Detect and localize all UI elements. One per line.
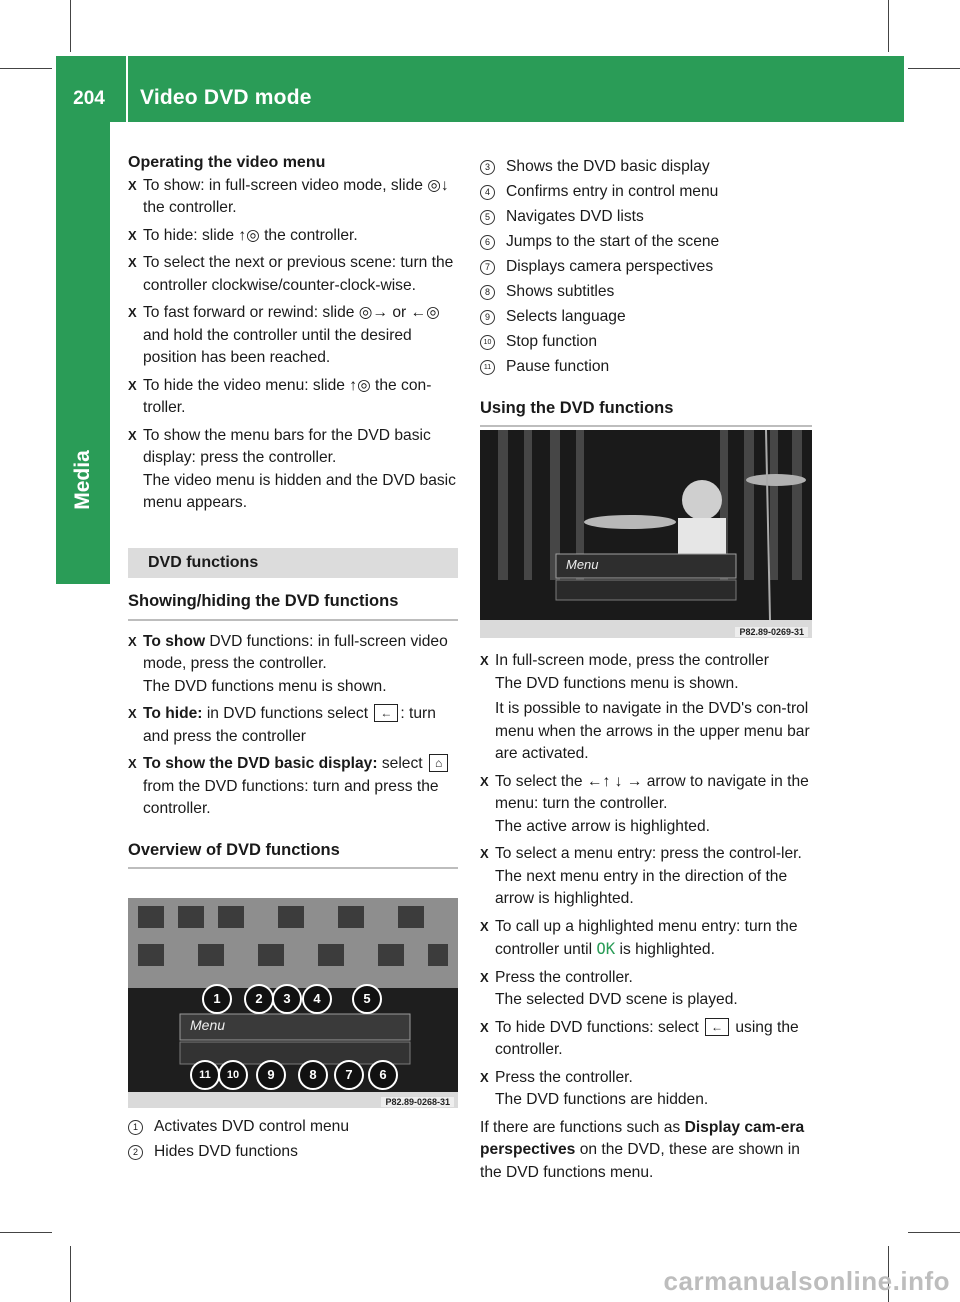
closing-paragraph: If there are functions such as Display cam-era perspectives on the DVD, these are shown in the DVD functions menu. [480, 1118, 805, 1181]
legend-number: 3 [480, 160, 495, 175]
section-heading: Showing/hiding the DVD functions [128, 590, 458, 621]
section-heading: Using the DVD functions [480, 397, 812, 428]
legend-item: 8 Shows subtitles [480, 281, 812, 304]
step-arrow-icon: X [128, 756, 137, 771]
step: X To hide: in DVD functions select ← : turn and press the controller [128, 705, 436, 745]
callout-5: 5 [352, 984, 382, 1014]
step: X To show DVD functions: in full-screen video mode, press the controller. The DVD functions menu is shown. [128, 632, 448, 695]
section-heading: Overview of DVD functions [128, 839, 458, 870]
operating-title: Operating the video menu [128, 154, 326, 171]
watermark: carmanualsonline.info [663, 1266, 950, 1296]
callout-3: 3 [272, 984, 302, 1014]
legend-item: 11 Pause function [480, 356, 812, 379]
step: X To show the menu bars for the DVD basic display: press the controller. The video menu is hidden and the DVD basic menu appears. [128, 425, 458, 515]
figure-illustration [480, 430, 812, 638]
callout-6: 6 [368, 1060, 398, 1090]
step-arrow-icon: X [480, 773, 489, 789]
right-column [480, 156, 812, 437]
header-separator [126, 56, 128, 122]
section-box: DVD functions [128, 548, 458, 579]
legend-item: 1 Activates DVD control menu [128, 1116, 458, 1139]
legend-number: 7 [480, 260, 495, 275]
step: X To show: in full-screen video mode, slide ◎↓ the controller. [128, 176, 449, 216]
side-tab-label: Media [71, 450, 94, 510]
step-arrow-icon: X [480, 1069, 489, 1085]
callout-4: 4 [302, 984, 332, 1014]
crop-mark [908, 68, 960, 69]
legend-item: 5 Navigates DVD lists [480, 206, 812, 229]
crop-mark [888, 0, 889, 52]
step: X To call up a highlighted menu entry: turn the controller until OK is highlighted. [480, 917, 798, 958]
legend-number: 9 [480, 310, 495, 325]
side-tab [56, 122, 110, 584]
callout-2: 2 [244, 984, 274, 1014]
crop-mark [908, 1232, 960, 1233]
legend-number: 1 [128, 1120, 143, 1135]
legend-number: 5 [480, 210, 495, 225]
legend-item: 6 Jumps to the start of the scene [480, 231, 812, 254]
step-arrow-icon: X [128, 255, 137, 270]
page-number: 204 [73, 88, 105, 109]
figure-dvd-functions-overview [128, 898, 458, 1108]
back-icon: ← [705, 1018, 729, 1036]
right-steps [480, 650, 812, 1184]
legend-item: 9 Selects language [480, 306, 812, 329]
step-arrow-icon: X [480, 969, 489, 985]
crop-mark [0, 68, 52, 69]
legend-number: 11 [480, 360, 495, 375]
step-arrow-icon: X [128, 377, 137, 393]
step-arrow-icon: X [128, 227, 137, 243]
step-arrow-icon: X [128, 706, 137, 721]
figure-code: P82.89-0269-31 [735, 627, 808, 637]
figure-code: P82.89-0268-31 [381, 1097, 454, 1107]
legend-1 [128, 1116, 458, 1166]
ok-label: OK [596, 940, 616, 958]
figure-menu-label: Menu [566, 557, 599, 572]
legend-number: 10 [480, 335, 495, 350]
step-arrow-icon: X [480, 1019, 489, 1035]
step: X To fast forward or rewind: slide ◎→ or ←◎ and hold the controller until the desired position has been reached. [128, 304, 440, 366]
step-result: The video menu is hidden and the DVD basic menu appears. [143, 471, 456, 511]
callout-1: 1 [202, 984, 232, 1014]
step-arrow-icon: X [480, 846, 489, 861]
legend-number: 6 [480, 235, 495, 250]
callout-8: 8 [298, 1060, 328, 1090]
step: X To hide: slide ↑◎ the controller. [128, 225, 458, 248]
callout-7: 7 [334, 1060, 364, 1090]
callout-10: 10 [218, 1060, 248, 1090]
step-arrow-icon: X [128, 305, 137, 320]
figure-using-dvd-functions [480, 430, 812, 638]
step-arrow-icon: X [480, 918, 489, 934]
step: X To hide DVD functions: select ← using the controller. [480, 1018, 799, 1058]
step: X To select the next or previous scene: turn the controller clockwise/counter-clock-wise. [128, 254, 454, 294]
step: X To select a menu entry: press the control-ler. The next menu entry in the direction of the arrow is highlighted. [480, 845, 802, 907]
step: X To hide the video menu: slide ↑◎ the con-troller. [128, 376, 432, 416]
home-icon: ⌂ [429, 754, 448, 772]
legend-item: 10 Stop function [480, 331, 812, 354]
legend-number: 8 [480, 285, 495, 300]
legend-number: 2 [128, 1145, 143, 1160]
step-arrow-icon: X [480, 653, 489, 668]
figure-menu-label: Menu [190, 1017, 226, 1033]
legend-item: 2 Hides DVD functions [128, 1141, 458, 1164]
callout-9: 9 [256, 1060, 286, 1090]
crop-mark [70, 0, 71, 52]
page-title: Video DVD mode [140, 86, 312, 109]
arrow-keys-icon: ←↑ ↓ → [586, 772, 643, 790]
back-icon: ← [374, 704, 398, 722]
legend-item: 4 Confirms entry in control menu [480, 181, 812, 204]
left-column [128, 152, 458, 879]
legend-item: 3 Shows the DVD basic display [480, 156, 812, 179]
step: X To show the DVD basic display: select ⌂ from the DVD functions: turn and press the controller. [128, 753, 458, 821]
step: X In full-screen mode, press the controller The DVD functions menu is shown. It is possible to navigate in the DVD's con-trol menu when the arrows in the upper menu bar are activated. [480, 652, 810, 762]
step: X Press the controller. The selected DVD scene is played. [480, 968, 738, 1008]
crop-mark [70, 1246, 71, 1302]
crop-mark [0, 1232, 52, 1233]
step-arrow-icon: X [128, 177, 137, 193]
step-arrow-icon: X [128, 427, 137, 443]
step: X To select the ←↑ ↓ → arrow to navigate in the menu: turn the controller. The active arrow is highlighted. [480, 772, 809, 835]
callout-11: 11 [190, 1060, 220, 1090]
legend-number: 4 [480, 185, 495, 200]
legend-item: 7 Displays camera perspectives [480, 256, 812, 279]
step-arrow-icon: X [128, 633, 137, 649]
step: X Press the controller. The DVD functions are hidden. [480, 1068, 709, 1108]
